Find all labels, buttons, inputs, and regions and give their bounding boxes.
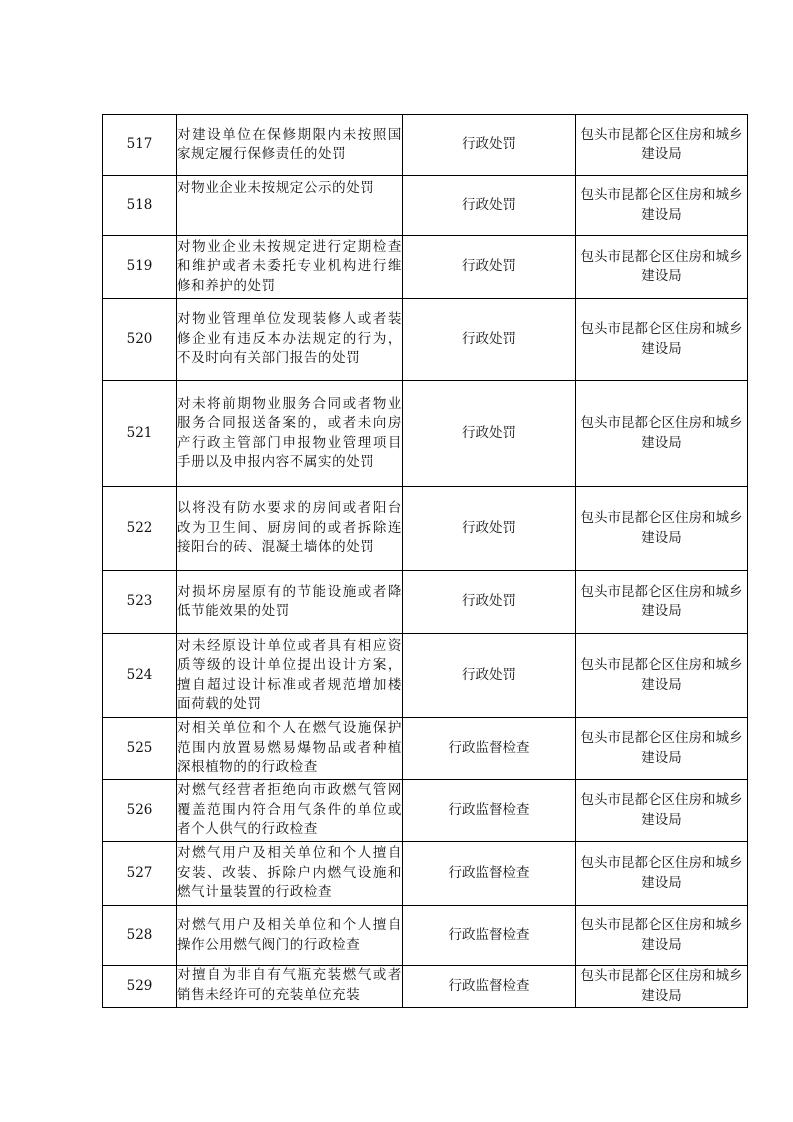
table-row bbox=[103, 381, 748, 487]
item-department: 包头市昆都仑区住房和城乡建设局 bbox=[576, 718, 748, 780]
item-department: 包头市昆都仑区住房和城乡建设局 bbox=[576, 115, 748, 176]
item-number: 528 bbox=[103, 906, 177, 966]
item-category: 行政监督检查 bbox=[403, 966, 576, 1008]
item-number: 519 bbox=[103, 236, 177, 299]
table-row bbox=[103, 176, 748, 236]
item-description: 对建设单位在保修期限内未按照国家规定履行保修责任的处罚 bbox=[177, 115, 403, 176]
table-row bbox=[103, 718, 748, 780]
item-description: 对物业企业未按规定公示的处罚 bbox=[177, 176, 403, 236]
table-row bbox=[103, 487, 748, 571]
item-number: 523 bbox=[103, 571, 177, 634]
item-category: 行政处罚 bbox=[403, 571, 576, 634]
table-row bbox=[103, 299, 748, 381]
item-number: 526 bbox=[103, 780, 177, 842]
item-department: 包头市昆都仑区住房和城乡建设局 bbox=[576, 634, 748, 718]
table-row bbox=[103, 780, 748, 842]
item-category: 行政监督检查 bbox=[403, 906, 576, 966]
table-row bbox=[103, 842, 748, 906]
item-department: 包头市昆都仑区住房和城乡建设局 bbox=[576, 299, 748, 381]
item-category: 行政处罚 bbox=[403, 299, 576, 381]
table-row bbox=[103, 634, 748, 718]
item-department: 包头市昆都仑区住房和城乡建设局 bbox=[576, 966, 748, 1008]
item-description: 对燃气经营者拒绝向市政燃气管网覆盖范围内符合用气条件的单位或者个人供气的行政检查 bbox=[177, 780, 403, 842]
table-row bbox=[103, 906, 748, 966]
item-category: 行政处罚 bbox=[403, 381, 576, 487]
item-department: 包头市昆都仑区住房和城乡建设局 bbox=[576, 906, 748, 966]
item-category: 行政处罚 bbox=[403, 634, 576, 718]
item-description: 对损坏房屋原有的节能设施或者降低节能效果的处罚 bbox=[177, 571, 403, 634]
item-number: 527 bbox=[103, 842, 177, 906]
item-number: 525 bbox=[103, 718, 177, 780]
table-row bbox=[103, 571, 748, 634]
item-description: 对相关单位和个人在燃气设施保护范围内放置易燃易爆物品或者种植深根植物的的行政检查 bbox=[177, 718, 403, 780]
item-number: 524 bbox=[103, 634, 177, 718]
item-category: 行政监督检查 bbox=[403, 780, 576, 842]
item-description: 对擅自为非自有气瓶充装燃气或者销售未经许可的充装单位充装 bbox=[177, 966, 403, 1008]
item-department: 包头市昆都仑区住房和城乡建设局 bbox=[576, 236, 748, 299]
item-category: 行政处罚 bbox=[403, 176, 576, 236]
table-row bbox=[103, 966, 748, 1008]
item-category: 行政处罚 bbox=[403, 487, 576, 571]
table-row bbox=[103, 236, 748, 299]
item-department: 包头市昆都仑区住房和城乡建设局 bbox=[576, 176, 748, 236]
item-department: 包头市昆都仑区住房和城乡建设局 bbox=[576, 842, 748, 906]
item-department: 包头市昆都仑区住房和城乡建设局 bbox=[576, 571, 748, 634]
item-department: 包头市昆都仑区住房和城乡建设局 bbox=[576, 780, 748, 842]
item-description: 对未经原设计单位或者具有相应资质等级的设计单位提出设计方案，擅自超过设计标准或者规范增加楼面荷载的处罚 bbox=[177, 634, 403, 718]
item-category: 行政监督检查 bbox=[403, 842, 576, 906]
item-description: 对未将前期物业服务合同或者物业服务合同报送备案的，或者未向房产行政主管部门申报物业管理项目手册以及申报内容不属实的处罚 bbox=[177, 381, 403, 487]
enforcement-items-table bbox=[102, 114, 748, 1008]
item-description: 对燃气用户及相关单位和个人擅自操作公用燃气阀门的行政检查 bbox=[177, 906, 403, 966]
item-department: 包头市昆都仑区住房和城乡建设局 bbox=[576, 487, 748, 571]
item-department: 包头市昆都仑区住房和城乡建设局 bbox=[576, 381, 748, 487]
item-category: 行政监督检查 bbox=[403, 718, 576, 780]
item-number: 518 bbox=[103, 176, 177, 236]
item-description: 对物业管理单位发现装修人或者装修企业有违反本办法规定的行为，不及时向有关部门报告的处罚 bbox=[177, 299, 403, 381]
item-description: 对燃气用户及相关单位和个人擅自安装、改装、拆除户内燃气设施和燃气计量装置的行政检查 bbox=[177, 842, 403, 906]
item-number: 522 bbox=[103, 487, 177, 571]
item-description: 对物业企业未按规定进行定期检查和维护或者未委托专业机构进行维修和养护的处罚 bbox=[177, 236, 403, 299]
item-number: 520 bbox=[103, 299, 177, 381]
item-category: 行政处罚 bbox=[403, 115, 576, 176]
item-description: 以将没有防水要求的房间或者阳台改为卫生间、厨房间的或者拆除连接阳台的砖、混凝土墙体的处罚 bbox=[177, 487, 403, 571]
item-category: 行政处罚 bbox=[403, 236, 576, 299]
item-number: 517 bbox=[103, 115, 177, 176]
table-row bbox=[103, 115, 748, 176]
item-number: 529 bbox=[103, 966, 177, 1008]
item-number: 521 bbox=[103, 381, 177, 487]
